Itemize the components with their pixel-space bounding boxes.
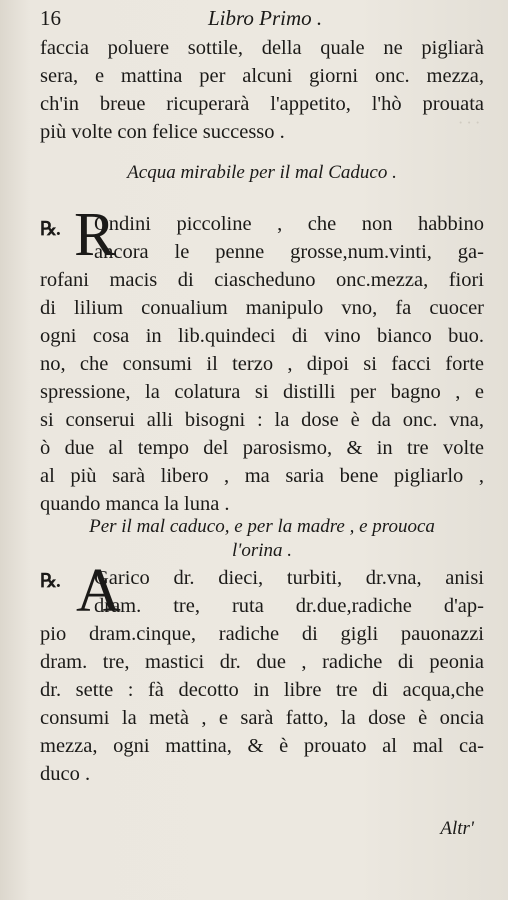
text-line: rofani macis di ciascheduno onc.mezza, fiori <box>40 269 484 291</box>
running-head: Libro Primo . <box>208 6 323 30</box>
show-through: · · · <box>458 113 480 132</box>
recipe-title-continued: l'orina . <box>231 540 292 561</box>
recipe-title: Per il mal caduco, e per la madre , e prouoca <box>89 516 435 537</box>
text-line: ancora le penne grosse,num.vinti, ga- <box>94 241 484 263</box>
text-line: ò due al tempo del parosismo, & in tre volte <box>40 437 484 459</box>
text-line: si conserui alli bisogni : la dose è da onc. vna, <box>40 409 484 431</box>
text-line: pio dram.cinque, radiche di gigli pauonazzi <box>40 623 484 645</box>
drop-cap: R <box>74 201 116 269</box>
text-line: Ondini piccoline , che non habbino <box>94 213 484 235</box>
drop-cap: A <box>76 557 121 625</box>
text-line: dram. tre, ruta dr.due,radiche d'ap- <box>94 595 484 617</box>
catchword: Altr' <box>440 818 474 839</box>
text-line: Garico dr. dieci, turbiti, dr.vna, anisi <box>94 567 484 589</box>
recipe-symbol: ℞. <box>40 571 60 592</box>
text-line: mezza, ogni mattina, & è prouato al mal ca- <box>40 735 484 757</box>
text-line: quando manca la luna . <box>40 493 230 515</box>
page-number: 16 <box>40 6 61 30</box>
text-line: spressione, la colatura si distilli per bagno , e <box>40 381 484 403</box>
recipe-symbol: ℞. <box>40 219 60 240</box>
text-line: duco . <box>40 763 91 785</box>
recipe-title: Acqua mirabile per il mal Caduco . <box>127 162 397 183</box>
text-line: più volte con felice successo . <box>40 121 285 143</box>
page-header <box>40 6 480 32</box>
text-line: dram. tre, mastici dr. due , radiche di peonia <box>40 651 484 673</box>
text-line: al più sarà libero , ma saria bene pigliarlo , <box>40 465 484 487</box>
text-line: ch'in breue ricuperarà l'appetito, l'hò prouata <box>40 93 484 115</box>
text-line: ogni cosa in lib.quindeci di vino bianco buo. <box>40 325 484 347</box>
text-line: no, che consumi il terzo , dipoi si facci forte <box>40 353 484 375</box>
text-line: consumi la metà , e sarà fatto, la dose è oncia <box>40 707 484 729</box>
text-line: di lilium conualium manipulo vno, fa cuocer <box>40 297 484 319</box>
text-line: sera, e mattina per alcuni giorni onc. mezza, <box>40 65 484 87</box>
text-line: faccia poluere sottile, della quale ne pigliarà <box>40 37 484 59</box>
text-line: dr. sette : fà decotto in libre tre di acqua,che <box>40 679 484 701</box>
